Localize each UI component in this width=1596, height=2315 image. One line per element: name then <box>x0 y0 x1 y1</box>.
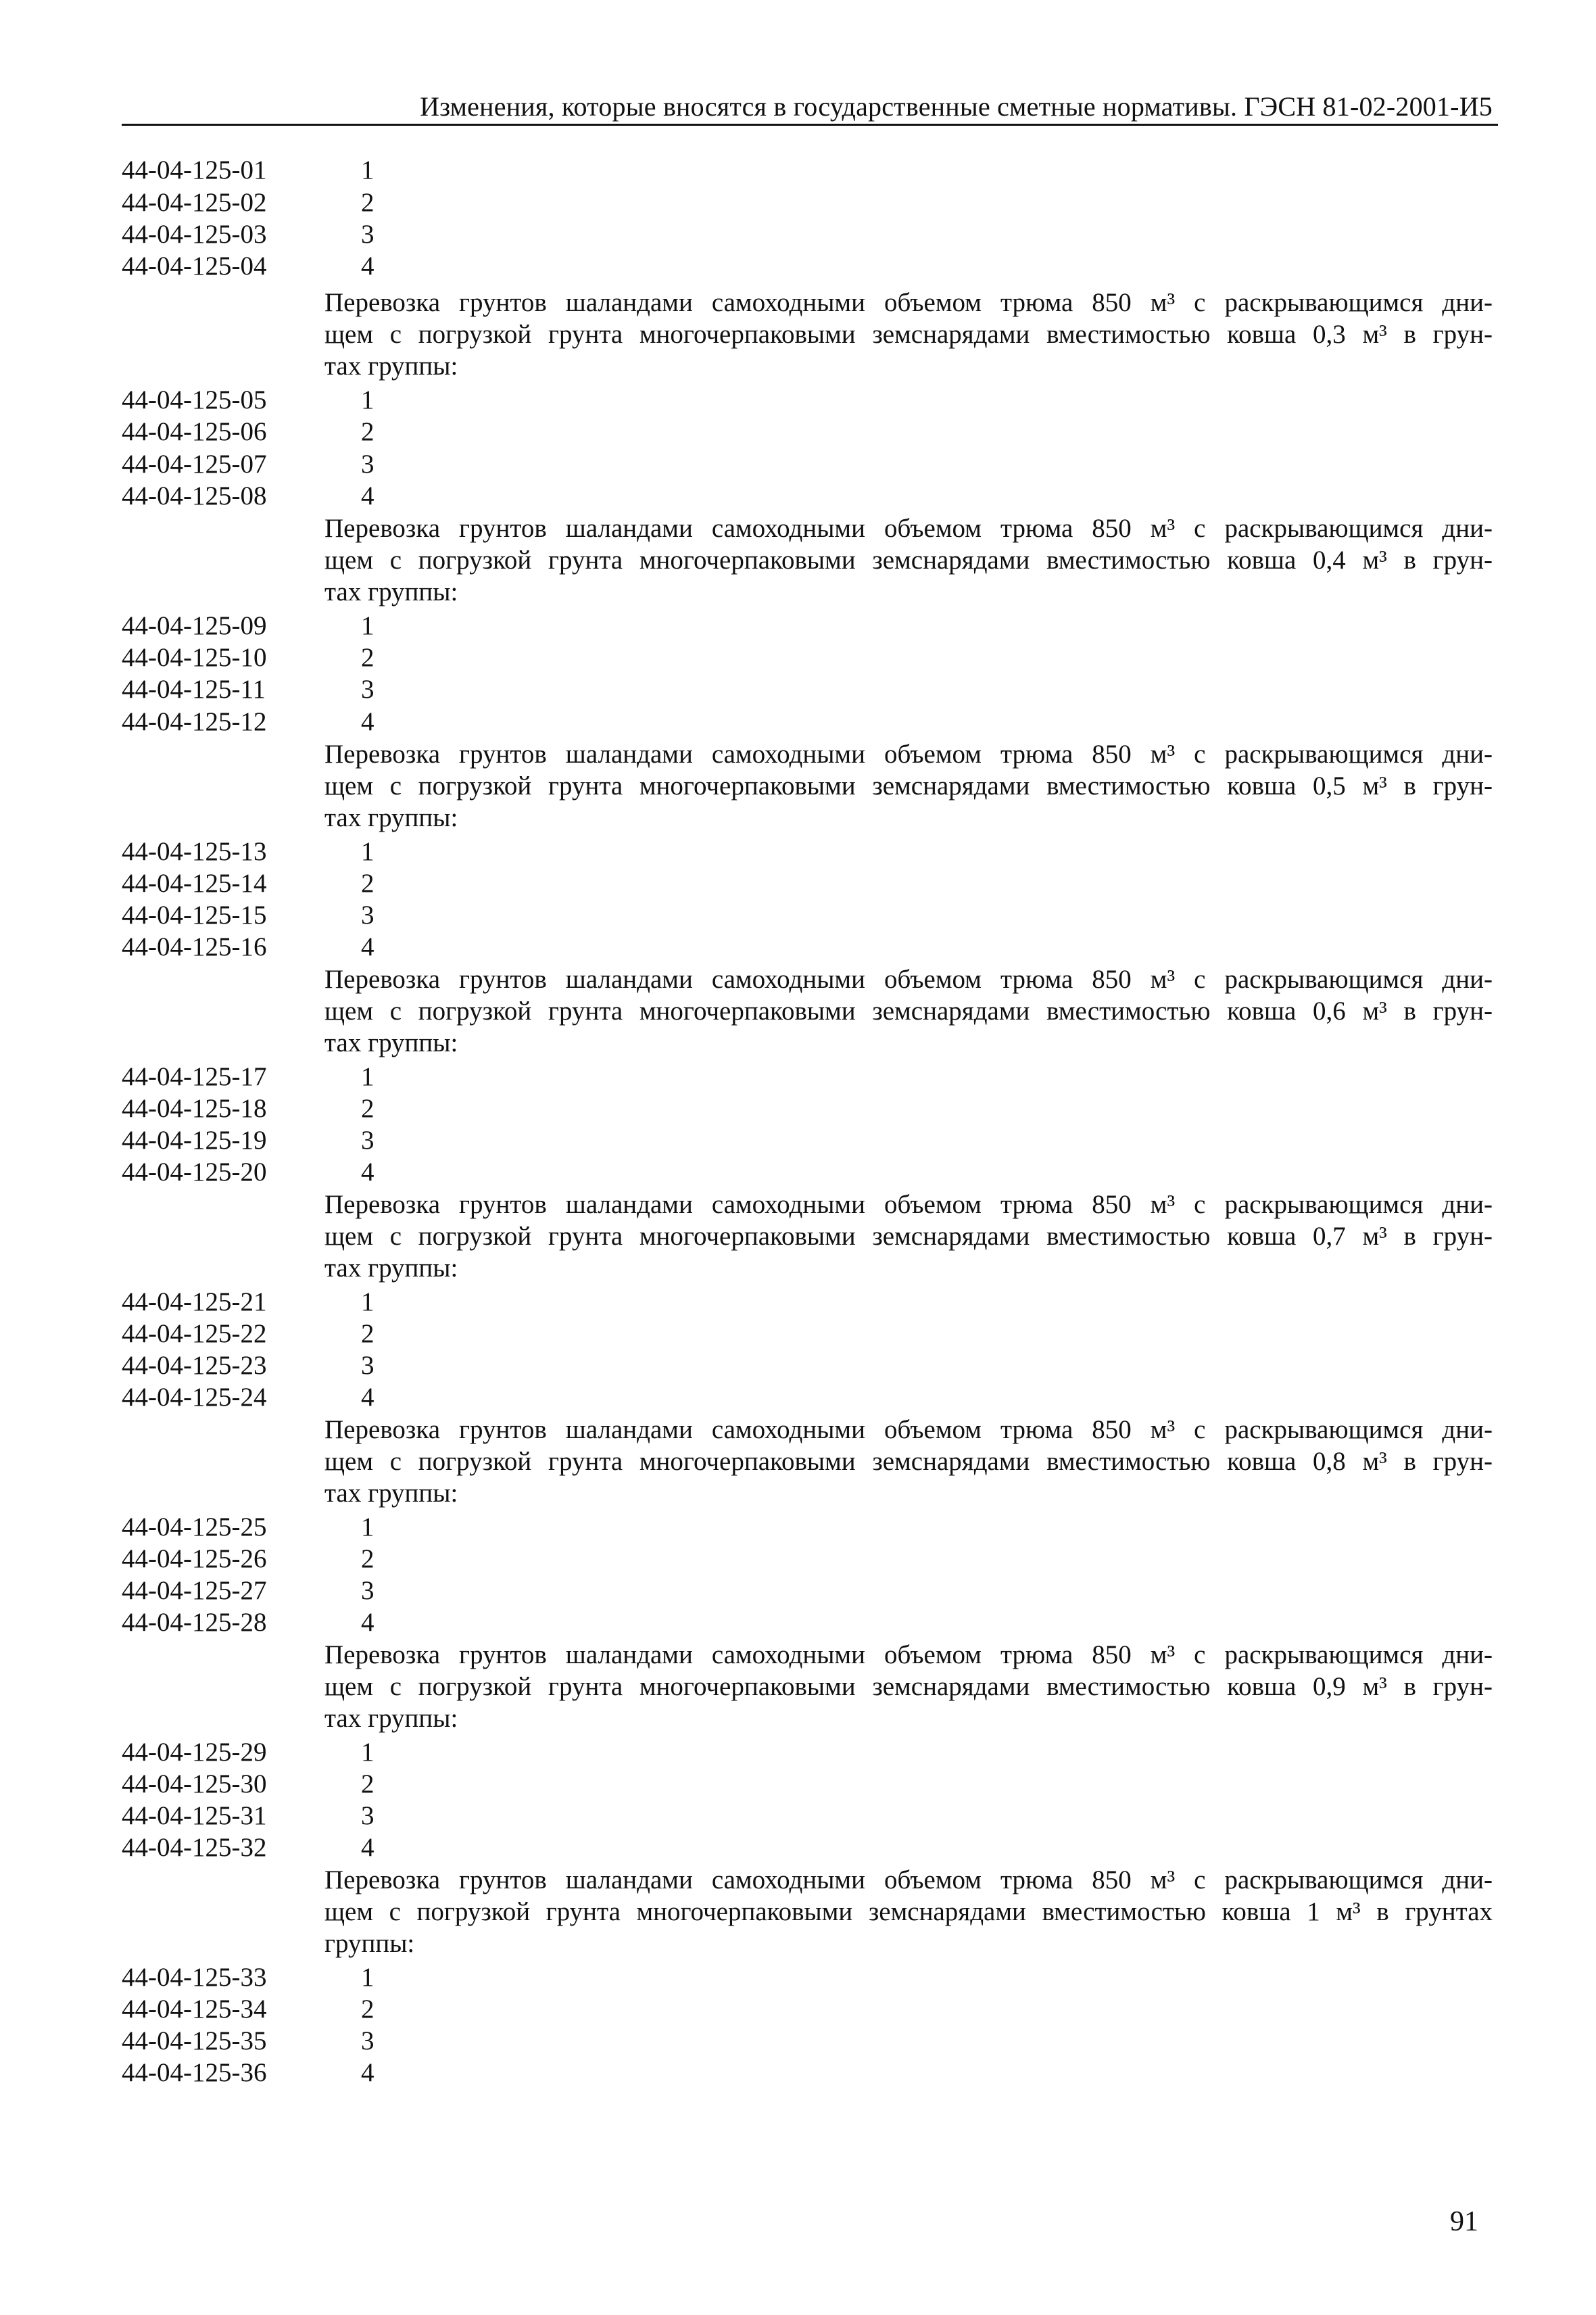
row-number: 2 <box>361 1995 374 2024</box>
row-code: 44-04-125-06 <box>122 417 267 446</box>
row-code: 44-04-125-07 <box>122 450 267 479</box>
section-description <box>324 1414 1493 1509</box>
row-code: 44-04-125-18 <box>122 1094 267 1123</box>
row-number: 4 <box>361 1383 374 1412</box>
row-code: 44-04-125-20 <box>122 1158 267 1187</box>
row-code: 44-04-125-34 <box>122 1995 267 2024</box>
row-number: 2 <box>361 1319 374 1348</box>
row-code: 44-04-125-22 <box>122 1319 267 1348</box>
row-code: 44-04-125-27 <box>122 1576 267 1605</box>
row-number: 1 <box>361 1738 374 1767</box>
description-line: Перевозка грунтов шаландами самоходными объемом трюма 850 м³ с раскрывающимся дни- <box>324 1190 1493 1219</box>
description-line: Перевозка грунтов шаландами самоходными объемом трюма 850 м³ с раскрывающимся дни- <box>324 965 1493 994</box>
row-number: 4 <box>361 1608 374 1637</box>
row-code: 44-04-125-02 <box>122 188 267 217</box>
row-code: 44-04-125-01 <box>122 156 267 185</box>
row-code: 44-04-125-35 <box>122 2026 267 2055</box>
row-code: 44-04-125-33 <box>122 1963 267 1992</box>
row-code: 44-04-125-24 <box>122 1383 267 1412</box>
description-line: Перевозка грунтов шаландами самоходными объемом трюма 850 м³ с раскрывающимся дни- <box>324 1640 1493 1669</box>
row-code: 44-04-125-08 <box>122 481 267 510</box>
row-code: 44-04-125-17 <box>122 1062 267 1091</box>
description-line: щем с погрузкой грунта многочерпаковыми земснарядами вместимостью ковша 0,9 м³ в грун- <box>324 1672 1493 1701</box>
row-code: 44-04-125-21 <box>122 1287 267 1316</box>
row-number: 1 <box>361 611 374 640</box>
description-line: тах группы: <box>324 1254 458 1283</box>
section-description <box>324 1639 1493 1734</box>
description-line: тах группы: <box>324 1479 458 1508</box>
row-number: 1 <box>361 1512 374 1542</box>
description-line: щем с погрузкой грунта многочерпаковыми земснарядами вместимостью ковша 0,3 м³ в грун- <box>324 320 1493 349</box>
row-number: 1 <box>361 156 374 185</box>
row-number: 1 <box>361 1062 374 1091</box>
row-number: 2 <box>361 1094 374 1123</box>
row-code: 44-04-125-26 <box>122 1544 267 1573</box>
section-description <box>324 1189 1493 1284</box>
section-description <box>324 738 1493 834</box>
row-code: 44-04-125-25 <box>122 1512 267 1542</box>
description-line: тах группы: <box>324 1028 458 1057</box>
row-number: 4 <box>361 707 374 736</box>
description-line: щем с погрузкой грунта многочерпаковыми земснарядами вместимостью ковша 0,4 м³ в грун- <box>324 546 1493 575</box>
description-line: щем с погрузкой грунта многочерпаковыми земснарядами вместимостью ковша 1 м³ в грунтах <box>324 1897 1493 1926</box>
row-number: 3 <box>361 675 374 704</box>
row-code: 44-04-125-29 <box>122 1738 267 1767</box>
row-number: 1 <box>361 1287 374 1316</box>
row-code: 44-04-125-30 <box>122 1769 267 1798</box>
description-line: тах группы: <box>324 352 458 381</box>
row-number: 2 <box>361 188 374 217</box>
row-number: 1 <box>361 837 374 866</box>
description-line: группы: <box>324 1929 415 1958</box>
row-code: 44-04-125-31 <box>122 1801 267 1830</box>
row-number: 1 <box>361 385 374 414</box>
page-number: 91 <box>1450 2206 1478 2237</box>
row-number: 3 <box>361 450 374 479</box>
description-line: щем с погрузкой грунта многочерпаковыми земснарядами вместимостью ковша 0,5 м³ в грун- <box>324 771 1493 801</box>
row-number: 3 <box>361 1801 374 1830</box>
row-code: 44-04-125-09 <box>122 611 267 640</box>
row-code: 44-04-125-16 <box>122 932 267 961</box>
section-description <box>324 1864 1493 1959</box>
row-code: 44-04-125-36 <box>122 2058 267 2087</box>
description-line: Перевозка грунтов шаландами самоходными объемом трюма 850 м³ с раскрывающимся дни- <box>324 740 1493 769</box>
section-description <box>324 512 1493 608</box>
row-number: 4 <box>361 1833 374 1862</box>
row-number: 3 <box>361 1126 374 1155</box>
row-number: 4 <box>361 1158 374 1187</box>
row-number: 4 <box>361 2058 374 2087</box>
description-line: Перевозка грунтов шаландами самоходными объемом трюма 850 м³ с раскрывающимся дни- <box>324 288 1493 317</box>
row-number: 3 <box>361 220 374 249</box>
running-header <box>122 85 1498 126</box>
section-description <box>324 963 1493 1059</box>
row-code: 44-04-125-14 <box>122 869 267 898</box>
row-number: 2 <box>361 1769 374 1798</box>
section-description <box>324 287 1493 382</box>
row-number: 3 <box>361 901 374 930</box>
row-code: 44-04-125-12 <box>122 707 267 736</box>
row-number: 2 <box>361 417 374 446</box>
row-number: 3 <box>361 1576 374 1605</box>
description-line: щем с погрузкой грунта многочерпаковыми земснарядами вместимостью ковша 0,8 м³ в грун- <box>324 1447 1493 1476</box>
row-code: 44-04-125-32 <box>122 1833 267 1862</box>
row-code: 44-04-125-28 <box>122 1608 267 1637</box>
row-number: 4 <box>361 932 374 961</box>
row-code: 44-04-125-11 <box>122 675 266 704</box>
row-code: 44-04-125-23 <box>122 1351 267 1380</box>
row-code: 44-04-125-05 <box>122 385 267 414</box>
description-line: тах группы: <box>324 1704 458 1733</box>
description-line: тах группы: <box>324 577 458 606</box>
description-line: Перевозка грунтов шаландами самоходными объемом трюма 850 м³ с раскрывающимся дни- <box>324 1865 1493 1894</box>
header-title: Изменения, которые вносятся в государственные сметные нормативы. ГЭСН 81-02-2001-И5 <box>420 91 1493 122</box>
row-number: 4 <box>361 252 374 281</box>
row-code: 44-04-125-19 <box>122 1126 267 1155</box>
row-code: 44-04-125-04 <box>122 252 267 281</box>
description-line: тах группы: <box>324 803 458 832</box>
row-code: 44-04-125-10 <box>122 643 267 672</box>
description-line: щем с погрузкой грунта многочерпаковыми земснарядами вместимостью ковша 0,6 м³ в грун- <box>324 997 1493 1026</box>
description-line: щем с погрузкой грунта многочерпаковыми земснарядами вместимостью ковша 0,7 м³ в грун- <box>324 1222 1493 1251</box>
row-number: 3 <box>361 2026 374 2055</box>
row-number: 1 <box>361 1963 374 1992</box>
row-number: 4 <box>361 481 374 510</box>
row-number: 2 <box>361 869 374 898</box>
row-number: 3 <box>361 1351 374 1380</box>
row-code: 44-04-125-15 <box>122 901 267 930</box>
description-line: Перевозка грунтов шаландами самоходными объемом трюма 850 м³ с раскрывающимся дни- <box>324 514 1493 543</box>
row-number: 2 <box>361 643 374 672</box>
row-code: 44-04-125-03 <box>122 220 267 249</box>
row-code: 44-04-125-13 <box>122 837 267 866</box>
row-number: 2 <box>361 1544 374 1573</box>
description-line: Перевозка грунтов шаландами самоходными объемом трюма 850 м³ с раскрывающимся дни- <box>324 1415 1493 1444</box>
